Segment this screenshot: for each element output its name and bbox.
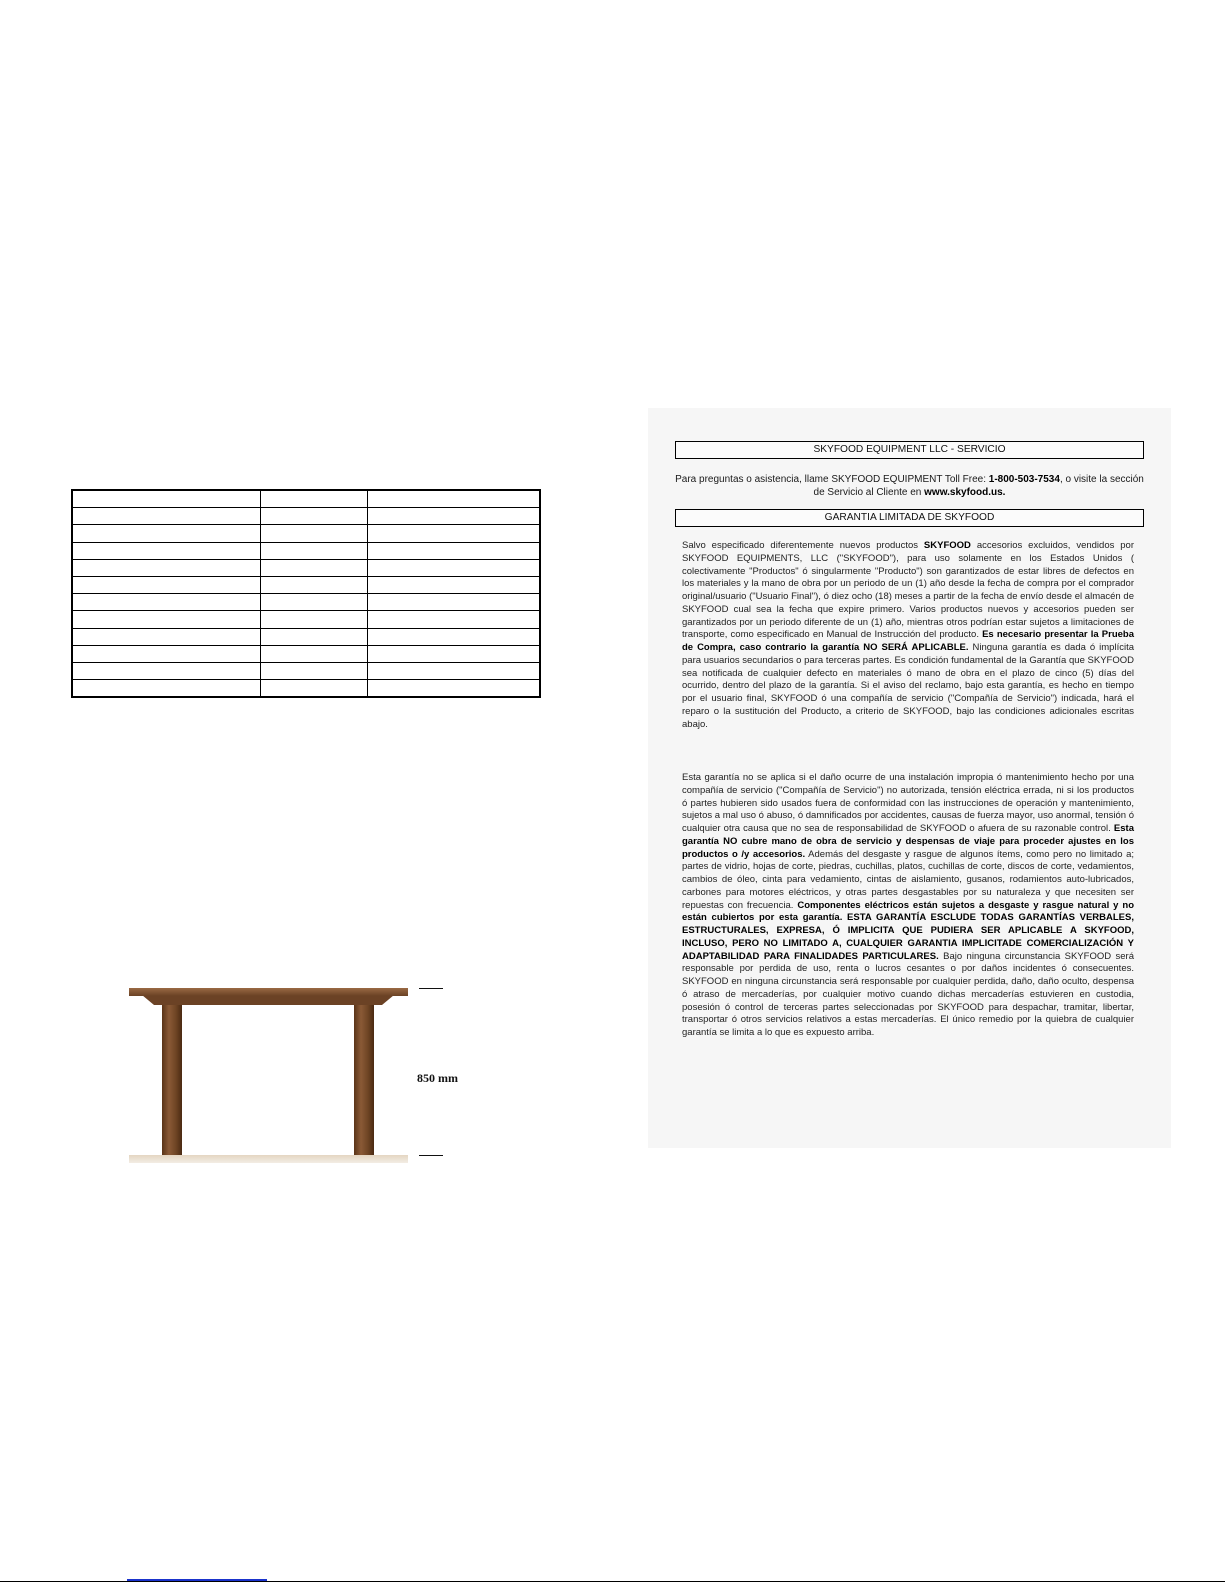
spec-table-cell [367,559,540,576]
spec-table-cell [260,525,367,542]
spec-table-cell [260,490,367,508]
contact-middle: , o visite la sección de Servicio al Cliente en [813,474,1144,498]
spec-table-cell [367,594,540,611]
spec-table-cell [72,680,260,698]
spec-table-cell [72,525,260,542]
table-top [129,988,408,996]
p2-bold-1: Esta garantía NO cubre mano de obra de servicio y despensas de viaje para proceder ajustes en los productos o /y accesorios. [682,823,1134,860]
spec-table-cell [367,645,540,662]
p2-bold-2: Componentes eléctricos están sujetos a desgaste y rasgue natural y no están cubiertos por esta garantía. ESTA GARANTÍA ESCLUDE TODAS GARANTÍAS VERBALES, ESTRUCTURALES, EXPRESA, Ó IMPLICITA QUE PUDIERA SER APLICABLE A SKYFOOD, INCLUSO, PERO NO LIMITADO A, CUALQUIER GARANTIA IMPLICITADE COMERCIALIZACIÓN Y ADAPTABILIDAD PARA FINALIDADES PARTICULARES. [682,899,1134,962]
warranty-panel [648,408,1171,1148]
p1-text-c: Ninguna garantía es dada ó implícita para usuarios secundarios o para terceras partes. Es condición fundamental de la Garantía que SKYFOOD sea notificada de cualquier defecto en materiales ó mano de obra en el plazo de cinco (5) días del ocurrido, dentro del plazo de la garantía. Si el aviso del reclamo, bajo esta garantía, es hecho en tiempo por el usuario final, SKYFOOD ó una compañía de servicio ("Compañía de Servicio") indicada, hará el reparo o la sustitución del Producto, a criterio de SKYFOOD, bajo las condiciones adicionales escritas abajo. [682,642,1134,730]
spec-table-cell [72,508,260,525]
height-dimension-label: 850 mm [417,1071,458,1085]
spec-table-cell [260,594,367,611]
spec-table-cell [367,576,540,593]
spec-table-cell [367,542,540,559]
table-apron [142,995,394,1005]
spec-table-row [72,611,540,628]
contact-text [675,473,1144,499]
spec-table-cell [72,628,260,645]
spec-table-cell [367,628,540,645]
spec-table-row [72,662,540,679]
p1-text-b: accesorios excluidos, vendidos por SKYFOOD EQUIPMENTS, LLC ("SKYFOOD"), para uso solamente en los Estados Unidos ( colectivamente "Productos" ó singularmente "Producto") son garantizados de estar libres de defectos en los materiales y la mano de obra por un periodo de un (1) año desde la fecha de compra por el comprador original/usuario ("Usuario Final"), ó diez ocho (18) meses a partir de la fecha de envío desde el almacén de SKYFOOD cual sea la fecha que expire primero. Varios productos nuevos y accesorios pueden ser garantizados por un periodo diferente de un (1) año, mientras otros podrían estar sujetos a limitaciones de transporte, como especificado en Manual de Instrucción del producto. [682,540,1135,641]
spec-table-body [72,490,540,697]
spec-table-cell [260,645,367,662]
spec-table-cell [72,559,260,576]
spec-table-cell [367,490,540,508]
spec-table-cell [260,576,367,593]
warranty-paragraph-1 [682,540,1134,731]
spec-table-cell [367,508,540,525]
spec-table-cell [260,680,367,698]
spec-table-cell [72,611,260,628]
spec-table-row [72,508,540,525]
spec-table-row [72,490,540,508]
spec-table-cell [72,576,260,593]
spec-table-cell [72,490,260,508]
spec-table-row [72,594,540,611]
contact-website: www.skyfood.us. [924,487,1006,498]
spec-table-row [72,559,540,576]
floor [129,1155,408,1163]
p2-text-a: Esta garantía no se aplica si el daño ocurre de una instalación impropia ó mantenimiento hecho por una compañía de servicio ("Compañía de Servicio") no autorizada, tensión eléctrica errada, ni si los productos ó partes hubieren sido usados fuera de conformidad con las instrucciones de operación y mantenimiento, sujetos a mal uso ó abuso, ó damnificados por accidentes, causas de fuerza mayor, uso anormal, tensión ó cualquier otra causa que no sea de responsabilidad de SKYFOOD o afuera de su razonable control. [682,772,1134,834]
table-leg-right [354,1003,374,1155]
spec-table-cell [260,542,367,559]
spec-table-cell [72,662,260,679]
spec-table-cell [367,525,540,542]
spec-table-cell [367,680,540,698]
spec-table-row [72,576,540,593]
spec-table-row [72,525,540,542]
spec-table-cell [260,611,367,628]
p1-brand: SKYFOOD [923,540,971,551]
p1-text-a: Salvo especificado diferentemente nuevos productos [682,540,924,551]
spec-table-cell [72,594,260,611]
warranty-header: GARANTIA LIMITADA DE SKYFOOD [675,509,1144,527]
spec-table-cell [260,628,367,645]
spec-table-row [72,542,540,559]
spec-table-cell [260,559,367,576]
spec-table-row [72,680,540,698]
bottom-rule [0,1581,1225,1582]
spec-table-cell [367,662,540,679]
p2-text-b: Además del desgaste y rasgue de algunos ítems, como pero no limitado a; partes de vidrio, hojas de corte, piedras, cuchillas, platos, cuchillas de corte, discos de corte, vedamientos, cambios de óleo, cinta para vedamiento, cintas de aislamiento, gusanos, rodamientos auto-lubricados, carbones para motores eléctricos, y otras partes desgastables por su naturaleza y que necesiten ser repuestas con frecuencia. [682,848,1134,911]
spec-table-cell [260,662,367,679]
spec-table-cell [72,645,260,662]
table-leg-left [162,1003,182,1155]
spec-table-cell [260,508,367,525]
contact-prefix: Para preguntas o asistencia, llame SKYFOOD EQUIPMENT Toll Free: [675,474,989,485]
spec-table-cell [72,542,260,559]
spec-table [71,489,541,698]
spec-table-cell [367,611,540,628]
spec-table-row [72,628,540,645]
spec-table-row [72,645,540,662]
p1-bold: Es necesario presentar la Prueba de Compra, caso contrario la garantía NO SERÁ APLICABLE. [682,629,1134,653]
p2-text-c: Bajo ninguna circunstancia SKYFOOD será responsable por perdida de uso, renta o lucros cesantes o por daños incidentes ó consecuentes. SKYFOOD en ninguna circunstancia será responsable por cualquier perdida, daño, daño oculto, despensa ó atraso de mercaderías, por cualquier motivo cuando dichas mercaderías estuvieren en custodia, posesión ó control de terceras partes seleccionadas por SKYFOOD para despachar, tramitar, libertar, transportar ó otros servicios relativos a estas mercaderías. El único remedio por la quiebra de cualquier garantía se limita a lo que es expuesto arriba. [682,950,1134,1038]
footnote-link[interactable] [127,1579,267,1581]
service-header: SKYFOOD EQUIPMENT LLC - SERVICIO [675,441,1144,459]
warranty-paragraph-2 [682,772,1134,1040]
contact-phone: 1-800-503-7534 [988,474,1060,485]
